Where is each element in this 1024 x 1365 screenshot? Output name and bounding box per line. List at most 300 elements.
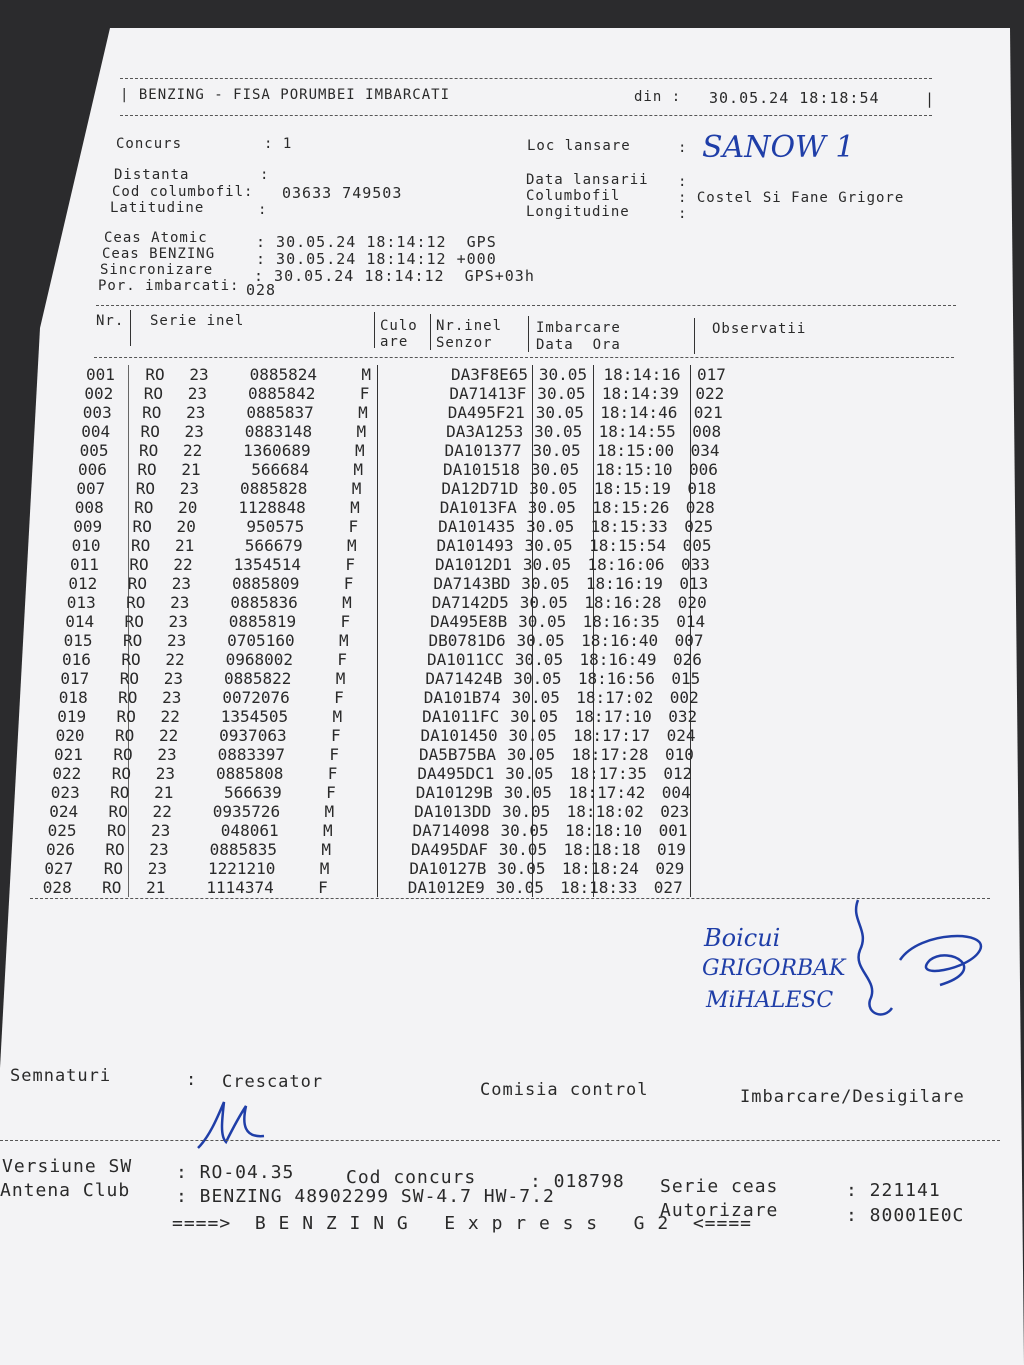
row-country: RO	[102, 878, 122, 897]
row-sex: M	[291, 669, 352, 688]
row-date: 30.05	[507, 669, 568, 688]
row-date: 30.05	[499, 764, 560, 783]
col-header-culoare-2: are	[380, 334, 409, 350]
row-number: 023	[51, 783, 94, 802]
row-date: 30.05	[520, 517, 581, 536]
col-header-culoare-1: Culo	[380, 318, 418, 334]
col-header-imbarcare-2: Data Ora	[536, 337, 621, 353]
table-row	[48, 821, 709, 840]
row-year: 22	[160, 707, 180, 726]
table-row	[57, 707, 718, 726]
row-number: 022	[52, 764, 95, 783]
row-ring-number: 1360689	[243, 441, 311, 460]
signature-crescator-label: Crescator	[222, 1072, 324, 1092]
row-sensor-id: DA71424B	[425, 669, 503, 688]
row-observation: 022	[689, 384, 746, 403]
header-end-bar: |	[925, 90, 936, 108]
row-date: 30.05	[515, 574, 576, 593]
row-observation: 018	[681, 479, 738, 498]
row-observation: 023	[654, 802, 711, 821]
row-time: 18:17:42	[558, 783, 655, 802]
row-observation: 017	[691, 365, 748, 384]
row-observation: 032	[662, 707, 719, 726]
table-row	[54, 745, 715, 764]
row-date: 30.05	[528, 422, 589, 441]
document-title: | BENZING - FISA PORUMBEI IMBARCATI	[120, 87, 451, 103]
table-row	[70, 555, 731, 574]
row-number: 020	[56, 726, 99, 745]
table-row	[75, 498, 736, 517]
loc-lansare-sep: :	[678, 140, 688, 156]
row-date: 30.05	[509, 650, 570, 669]
row-number: 017	[60, 669, 103, 688]
table-row	[76, 479, 737, 498]
row-sex: M	[312, 422, 373, 441]
row-number: 006	[78, 460, 121, 479]
antena-club-value: : BENZING 48902299 SW-4.7 HW-7.2	[176, 1186, 555, 1207]
table-row	[80, 441, 741, 460]
row-number: 018	[59, 688, 102, 707]
row-sensor-id: DA101450	[420, 726, 498, 745]
ceas-atomic-label: Ceas Atomic	[104, 230, 208, 246]
row-time: 18:16:35	[573, 612, 670, 631]
row-number: 021	[54, 745, 97, 764]
row-time: 18:17:10	[565, 707, 662, 726]
row-country: RO	[135, 479, 156, 498]
serie-ceas-value: : 221141	[846, 1180, 941, 1201]
row-ring-number: 1354514	[233, 555, 301, 574]
row-year: 22	[152, 802, 172, 821]
distanta-sep: :	[260, 167, 270, 183]
row-date: 30.05	[529, 403, 590, 422]
row-sensor-id: DA10127B	[409, 859, 487, 878]
row-number: 001	[86, 365, 129, 384]
handwritten-signature-mark	[840, 890, 1000, 1030]
row-time: 18:18:33	[550, 878, 647, 897]
row-time: 18:15:33	[581, 517, 678, 536]
row-ring-number: 0885819	[228, 612, 297, 631]
row-country: RO	[108, 802, 128, 821]
row-country: RO	[121, 650, 141, 669]
row-year: 21	[174, 536, 195, 555]
row-date: 30.05	[531, 384, 592, 403]
row-country: RO	[143, 384, 164, 403]
row-country: RO	[134, 498, 154, 517]
row-ring-number: 0935726	[212, 802, 281, 821]
table-row	[65, 612, 726, 631]
row-country: RO	[103, 859, 124, 878]
row-time: 18:14:39	[592, 384, 689, 403]
row-sensor-id: DA3F8E65	[450, 365, 528, 384]
row-year: 20	[178, 498, 198, 517]
row-ring-number: 0705160	[227, 631, 295, 650]
row-ring-number: 0885824	[249, 365, 317, 384]
row-sensor-id: DA1013FA	[439, 498, 517, 517]
row-sensor-id: DA495E8B	[430, 612, 508, 631]
row-ring-number: 0885809	[231, 574, 300, 593]
row-observation: 029	[649, 859, 706, 878]
row-sex: M	[279, 821, 340, 840]
row-country: RO	[130, 536, 151, 555]
autorizare-label: Autorizare	[660, 1200, 779, 1221]
row-time: 18:18:10	[555, 821, 652, 840]
row-ring-number: 0885808	[215, 764, 284, 783]
row-year: 23	[157, 745, 177, 764]
row-sensor-id: DA1013DD	[414, 802, 492, 821]
pigeon-table-body	[42, 365, 747, 897]
cod-concurs-value: : 018798	[530, 1171, 625, 1192]
row-number: 025	[48, 821, 91, 840]
distanta-label: Distanta	[114, 167, 190, 183]
table-header-rule	[94, 357, 954, 358]
row-date: 30.05	[512, 612, 573, 631]
row-observation: 012	[657, 764, 714, 783]
date-label: din :	[634, 89, 682, 105]
row-year: 23	[166, 631, 187, 650]
columbofil-label: Columbofil	[526, 188, 621, 204]
concurs-label: Concurs	[116, 136, 183, 152]
row-time: 18:14:55	[589, 422, 686, 441]
row-sex: F	[299, 574, 360, 593]
semnaturi-sep: :	[186, 1070, 198, 1090]
row-date: 30.05	[501, 745, 562, 764]
row-sensor-id: DA10129B	[415, 783, 493, 802]
handwritten-name-1: Boicui	[704, 924, 781, 952]
row-observation: 033	[675, 555, 732, 574]
ceas-atomic-value: : 30.05.24 18:14:12 GPS	[256, 233, 497, 251]
row-sex: F	[287, 726, 348, 745]
row-date: 30.05	[502, 726, 563, 745]
latitudine-sep: :	[258, 202, 268, 218]
row-time: 18:15:26	[582, 498, 679, 517]
row-time: 18:15:00	[587, 441, 684, 460]
table-row	[68, 574, 729, 593]
row-sex: M	[275, 859, 336, 878]
table-row	[81, 422, 742, 441]
row-observation: 025	[678, 517, 735, 536]
row-sex: F	[301, 555, 362, 574]
row-sex: M	[317, 365, 378, 384]
col-divider	[374, 312, 375, 348]
table-row	[64, 631, 725, 650]
row-number: 007	[76, 479, 119, 498]
row-date: 30.05	[497, 783, 558, 802]
row-ring-number: 0072076	[222, 688, 290, 707]
row-year: 23	[189, 365, 209, 384]
row-number: 005	[80, 441, 123, 460]
row-year: 22	[182, 441, 203, 460]
row-observation: 034	[684, 441, 741, 460]
row-sensor-id: DA101377	[444, 441, 522, 460]
row-year: 23	[162, 688, 182, 707]
row-observation: 002	[663, 688, 720, 707]
row-sensor-id: DA495DC1	[417, 764, 495, 783]
row-number: 026	[46, 840, 89, 859]
row-year: 23	[171, 574, 192, 593]
table-row	[52, 764, 713, 783]
header-top-rule	[120, 78, 932, 79]
row-date: 30.05	[510, 631, 571, 650]
row-sensor-id: DA71413F	[449, 384, 527, 403]
row-year: 23	[187, 384, 208, 403]
sincronizare-value: : 30.05.24 18:14:12 GPS+03h	[254, 267, 535, 285]
cod-columbofil-value: 03633 749503	[282, 184, 403, 202]
row-sex: M	[311, 441, 372, 460]
row-observation: 027	[647, 878, 704, 897]
row-number: 002	[84, 384, 127, 403]
row-sex: F	[290, 688, 351, 707]
row-sensor-id: DA7142D5	[431, 593, 509, 612]
row-sensor-id: DA495DAF	[410, 840, 488, 859]
row-observation: 014	[670, 612, 727, 631]
row-sex: F	[283, 764, 344, 783]
row-date: 30.05	[494, 821, 555, 840]
row-sex: F	[296, 612, 357, 631]
row-year: 23	[186, 403, 206, 422]
row-number: 004	[81, 422, 124, 441]
brand-line: ====> B E N Z I N G E x p r e s s G 2 <====	[172, 1213, 753, 1234]
row-country: RO	[113, 745, 133, 764]
row-sex: M	[307, 479, 368, 498]
row-country: RO	[111, 764, 132, 783]
sincronizare-label: Sincronizare	[100, 262, 214, 278]
col-divider	[528, 316, 529, 352]
row-sex: F	[274, 878, 335, 897]
cod-concurs-label: Cod concurs	[346, 1167, 477, 1188]
col-header-nrinel-2: Senzor	[436, 335, 493, 351]
row-sensor-id: DA101493	[436, 536, 514, 555]
row-observation: 008	[686, 422, 743, 441]
row-number: 013	[67, 593, 110, 612]
row-ring-number: 1128848	[238, 498, 306, 517]
row-time: 18:16:06	[578, 555, 675, 574]
row-observation: 015	[665, 669, 722, 688]
row-number: 014	[65, 612, 108, 631]
row-ring-number: 0885822	[223, 669, 292, 688]
row-time: 18:15:10	[586, 460, 683, 479]
col-divider	[130, 310, 131, 346]
row-time: 18:18:02	[557, 802, 654, 821]
longitudine-label: Longitudine	[526, 204, 630, 220]
row-time: 18:16:40	[571, 631, 668, 650]
row-ring-number: 566684	[251, 460, 309, 479]
col-header-nr: Nr.	[96, 313, 125, 329]
columbofil-value: : Costel Si Fane Grigore	[678, 190, 905, 206]
loc-lansare-label: Loc lansare	[527, 138, 631, 154]
row-sensor-id: DA1012E9	[407, 878, 485, 897]
row-ring-number: 048061	[220, 821, 279, 840]
row-time: 18:14:46	[590, 403, 687, 422]
row-observation: 004	[655, 783, 712, 802]
row-date: 30.05	[513, 593, 574, 612]
table-row	[72, 536, 733, 555]
antena-club-label: Antena Club	[0, 1180, 131, 1201]
row-ring-number: 0885828	[239, 479, 308, 498]
row-ring-number: 566639	[224, 783, 282, 802]
row-time: 18:16:19	[576, 574, 673, 593]
row-sex: M	[303, 536, 364, 555]
row-time: 18:15:54	[579, 536, 676, 555]
row-year: 21	[146, 878, 166, 897]
row-time: 18:14:16	[594, 365, 691, 384]
table-row	[86, 365, 747, 384]
table-row	[78, 460, 739, 479]
ceas-benzing-value: : 30.05.24 18:14:12 +000	[256, 250, 497, 268]
row-sex: F	[282, 783, 343, 802]
row-ring-number: 0883397	[217, 745, 285, 764]
row-sex: M	[306, 498, 367, 517]
row-date: 30.05	[523, 479, 584, 498]
row-country: RO	[116, 707, 136, 726]
row-observation: 019	[651, 840, 708, 859]
row-time: 18:16:28	[574, 593, 671, 612]
row-year: 23	[170, 593, 190, 612]
row-sex: M	[309, 460, 370, 479]
row-country: RO	[137, 460, 157, 479]
row-ring-number: 1354505	[220, 707, 289, 726]
row-country: RO	[118, 688, 138, 707]
data-lansarii-label: Data lansarii	[526, 172, 649, 188]
col-header-serie: Serie inel	[150, 313, 245, 329]
table-row	[51, 783, 712, 802]
row-country: RO	[140, 422, 160, 441]
row-year: 20	[176, 517, 196, 536]
row-country: RO	[105, 840, 125, 859]
row-date: 30.05	[493, 840, 554, 859]
row-country: RO	[119, 669, 140, 688]
crescator-signature	[190, 1096, 270, 1156]
row-date: 30.05	[489, 878, 550, 897]
row-country: RO	[127, 574, 148, 593]
table-row	[44, 859, 705, 878]
col-header-observatii: Observatii	[712, 321, 807, 337]
row-number: 028	[43, 878, 86, 897]
row-country: RO	[129, 555, 149, 574]
row-time: 18:15:19	[584, 479, 681, 498]
row-sensor-id: DA5B75BA	[418, 745, 496, 764]
row-country: RO	[122, 631, 143, 650]
table-row	[84, 384, 745, 403]
row-time: 18:17:28	[562, 745, 659, 764]
row-number: 015	[64, 631, 107, 650]
table-top-rule	[96, 305, 956, 306]
row-sensor-id: DA7143BD	[433, 574, 511, 593]
row-observation: 007	[668, 631, 725, 650]
row-year: 23	[150, 821, 171, 840]
header-bottom-rule	[120, 115, 932, 116]
row-sex: F	[285, 745, 346, 764]
versiune-sw-value: : RO-04.35	[176, 1162, 295, 1183]
row-year: 22	[173, 555, 193, 574]
row-sex: M	[314, 403, 375, 422]
row-number: 009	[73, 517, 116, 536]
row-date: 30.05	[504, 707, 565, 726]
col-divider	[430, 314, 431, 350]
concurs-value: : 1	[264, 136, 293, 152]
row-ring-number: 1114374	[206, 878, 274, 897]
row-ring-number: 0883148	[244, 422, 313, 441]
row-time: 18:18:24	[552, 859, 649, 878]
table-row	[56, 726, 717, 745]
signature-imbarcare-label: Imbarcare/Desigilare	[740, 1087, 965, 1107]
row-year: 23	[163, 669, 184, 688]
table-row	[62, 650, 723, 669]
row-sex: M	[280, 802, 341, 821]
col-divider	[694, 318, 695, 354]
row-number: 003	[83, 403, 126, 422]
print-date: 30.05.24 18:18:54	[709, 89, 880, 107]
row-ring-number: 0885837	[246, 403, 314, 422]
table-row	[73, 517, 734, 536]
row-country: RO	[138, 441, 159, 460]
row-date: 30.05	[533, 365, 594, 384]
row-date: 30.05	[505, 688, 566, 707]
table-row	[83, 403, 744, 422]
row-number: 027	[44, 859, 87, 878]
handwritten-name-3: MiHALESC	[706, 988, 834, 1013]
data-lansarii-sep: :	[678, 174, 688, 190]
row-sex: M	[288, 707, 349, 726]
row-time: 18:17:02	[566, 688, 663, 707]
row-date: 30.05	[496, 802, 557, 821]
table-row	[43, 878, 704, 897]
row-observation: 024	[660, 726, 717, 745]
row-sex: M	[277, 840, 338, 859]
cod-columbofil-label: Cod columbofil:	[112, 184, 254, 200]
row-number: 019	[57, 707, 99, 726]
row-sensor-id: DA1012D1	[434, 555, 512, 574]
row-sex: F	[293, 650, 354, 669]
col-header-imbarcare-1: Imbarcare	[536, 320, 621, 336]
row-ring-number: 950575	[246, 517, 305, 536]
row-sex: F	[315, 384, 376, 403]
serie-ceas-label: Serie ceas	[660, 1176, 779, 1197]
ceas-benzing-label: Ceas BENZING	[102, 246, 216, 262]
row-sensor-id: DA714098	[412, 821, 490, 840]
row-sensor-id: DA12D71D	[441, 479, 519, 498]
row-sex: M	[298, 593, 359, 612]
table-row	[46, 840, 707, 859]
row-sensor-id: DA101B74	[423, 688, 501, 707]
row-date: 30.05	[521, 498, 582, 517]
row-observation: 006	[683, 460, 740, 479]
row-time: 18:16:56	[568, 669, 665, 688]
row-country: RO	[124, 612, 144, 631]
row-number: 024	[49, 802, 91, 821]
row-year: 21	[154, 783, 174, 802]
pigeon-table	[42, 365, 747, 897]
row-time: 18:17:17	[563, 726, 660, 745]
latitudine-label: Latitudine	[110, 200, 205, 216]
versiune-sw-label: Versiune SW	[2, 1156, 133, 1177]
row-ring-number: 0937063	[219, 726, 287, 745]
row-sensor-id: DA101518	[442, 460, 520, 479]
row-observation: 001	[652, 821, 709, 840]
row-time: 18:18:18	[554, 840, 651, 859]
row-sensor-id: DA101435	[438, 517, 516, 536]
row-year: 23	[168, 612, 188, 631]
row-number: 012	[68, 574, 111, 593]
table-row	[49, 802, 710, 821]
row-ring-number: 0885842	[247, 384, 316, 403]
row-country: RO	[142, 403, 162, 422]
row-date: 30.05	[525, 460, 586, 479]
table-row	[59, 688, 720, 707]
row-number: 011	[70, 555, 113, 574]
row-observation: 005	[676, 536, 733, 555]
row-sex: F	[304, 517, 365, 536]
row-number: 008	[75, 498, 118, 517]
